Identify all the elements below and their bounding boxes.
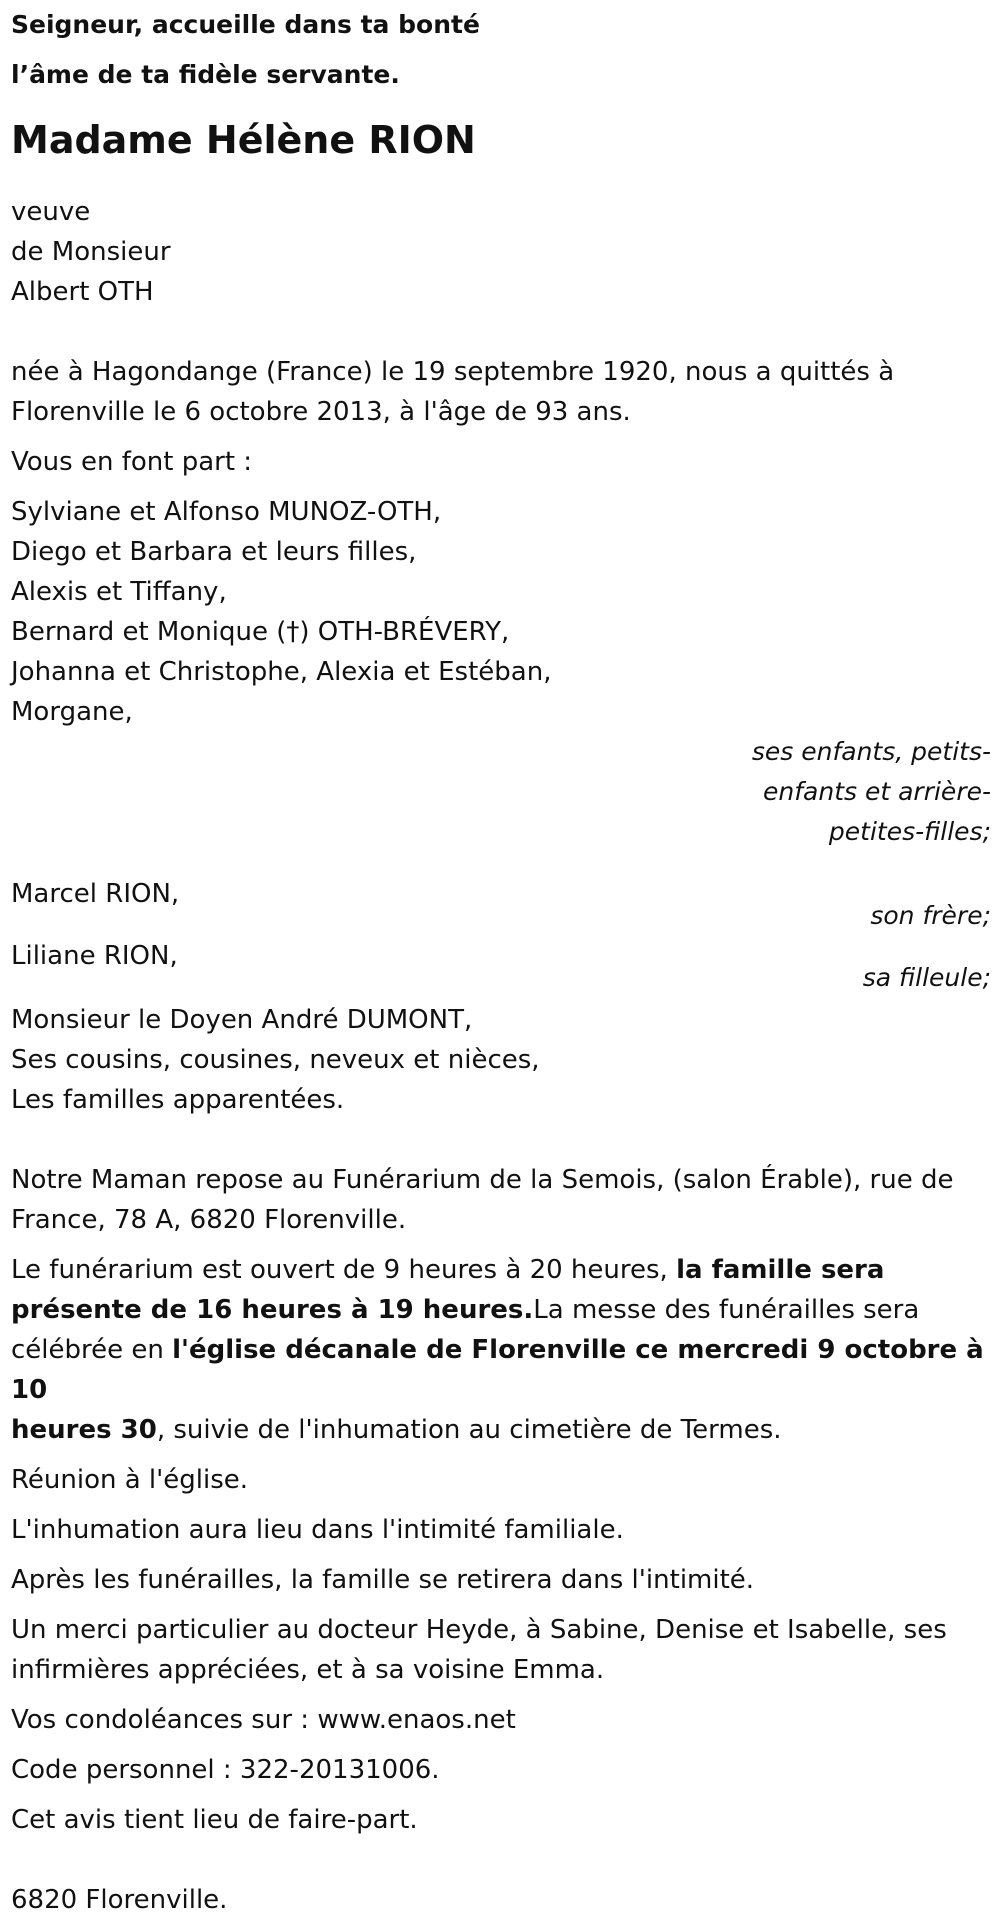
funerarium-line: France, 78 A, 6820 Florenville. (11, 1205, 407, 1235)
thanks-line: Un merci particulier au docteur Heyde, à Sabine, Denise et Isabelle, ses (11, 1615, 947, 1645)
funerarium-info (11, 1160, 991, 1240)
goddaughter-role: sa filleule; (862, 963, 991, 992)
role-line: ses enfants, petits- (751, 737, 991, 766)
spouse-line: veuve (11, 197, 91, 227)
other-relatives (11, 1000, 991, 1120)
brother-row (11, 874, 991, 936)
children-role (11, 732, 991, 852)
children-list (11, 492, 991, 732)
location-text: 6820 Florenville. (11, 1885, 228, 1915)
opening-line: présente de 16 heures à 19 heures.La messe des funérailles sera (11, 1295, 920, 1325)
notice-text: Cet avis tient lieu de faire-part. (11, 1805, 418, 1835)
announcement-text: Vous en font part : (11, 447, 253, 477)
family-member: Morgane, (11, 697, 133, 727)
relative-line: Les familles apparentées. (11, 1085, 345, 1115)
brother-role: son frère; (870, 901, 991, 930)
thanks-text (11, 1610, 991, 1690)
prayer-line: l’âme de ta fidèle servante. (11, 60, 400, 89)
family-member: Sylviane et Alfonso MUNOZ-OTH, (11, 497, 442, 527)
birth-death-info (11, 352, 991, 432)
family-member: Diego et Barbara et leurs filles, (11, 537, 417, 567)
condolences-text: Vos condoléances sur : www.enaos.net (11, 1705, 516, 1735)
deceased-name: Madame Hélène RION (11, 118, 476, 162)
spouse-line: Albert OTH (11, 277, 154, 307)
obituary-notice (11, 0, 991, 1920)
prayer-text (11, 0, 991, 100)
burial-text: L'inhumation aura lieu dans l'intimité familiale. (11, 1515, 624, 1545)
spouse-line: de Monsieur (11, 237, 171, 267)
thanks-line: infirmières appréciées, et à sa voisine Emma. (11, 1655, 605, 1685)
prayer-line: Seigneur, accueille dans ta bonté (11, 10, 480, 39)
family-member: Bernard et Monique (†) OTH-BRÉVERY, (11, 617, 510, 647)
after-funeral-text: Après les funérailles, la famille se retirera dans l'intimité. (11, 1565, 755, 1595)
opening-hours-info (11, 1250, 991, 1450)
role-line: enfants et arrière- (763, 777, 991, 806)
relative-line: Monsieur le Doyen André DUMONT, (11, 1005, 473, 1035)
brother-name: Marcel RION, (11, 879, 180, 909)
meeting-text: Réunion à l'église. (11, 1465, 249, 1495)
role-line: petites-filles; (828, 817, 991, 846)
personal-code: Code personnel : 322-20131006. (11, 1755, 440, 1785)
opening-line: célébrée en l'église décanale de Florenville ce mercredi 9 octobre à 10 (11, 1335, 984, 1405)
funerarium-line: Notre Maman repose au Funérarium de la Semois, (salon Érable), rue de (11, 1165, 954, 1195)
spouse-block (11, 192, 991, 312)
opening-line: Le funérarium est ouvert de 9 heures à 20 heures, la famille sera (11, 1255, 885, 1285)
goddaughter-name: Liliane RION, (11, 941, 178, 971)
birth-death-line: née à Hagondange (France) le 19 septembre 1920, nous a quittés à (11, 357, 895, 387)
relative-line: Ses cousins, cousines, neveux et nièces, (11, 1045, 540, 1075)
opening-line: heures 30, suivie de l'inhumation au cimetière de Termes. (11, 1415, 782, 1445)
birth-death-line: Florenville le 6 octobre 2013, à l'âge de 93 ans. (11, 397, 631, 427)
family-member: Johanna et Christophe, Alexia et Estéban, (11, 657, 552, 687)
goddaughter-row (11, 936, 991, 998)
family-member: Alexis et Tiffany, (11, 577, 227, 607)
